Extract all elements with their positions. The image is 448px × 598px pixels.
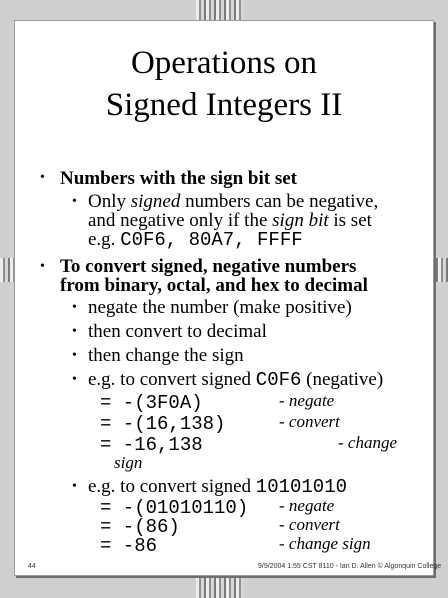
example-1-note-2: - convert — [279, 412, 340, 431]
bullet-2-line-1: To convert signed, negative numbers — [60, 256, 357, 277]
example-2-note-3: - change sign — [279, 534, 371, 553]
bullet-1: Numbers with the sign bit set — [60, 168, 297, 189]
example-2: e.g. to convert signed 10101010 — [88, 476, 348, 498]
title-line-1: Operations on — [130, 45, 318, 81]
example-2-note-2: - convert — [279, 515, 340, 534]
example-2-step-1: = -(01010110) — [100, 497, 249, 519]
example-1-step-3: = -16,138 — [100, 434, 203, 456]
example-2-step-3: = -86 — [100, 535, 158, 557]
slide-title — [0, 42, 448, 126]
bullet-dot: • — [72, 348, 77, 363]
bullet-dot: • — [40, 170, 45, 185]
example-1-note-3-wrap: sign — [114, 453, 143, 472]
title-line-2: Signed Integers II — [105, 87, 343, 123]
bullet-1-sub: Only signed numbers can be negative, — [88, 191, 379, 212]
bullet-dot: • — [72, 194, 77, 209]
bullet-dot: • — [40, 259, 45, 274]
bullet-1-example: e.g. C0F6, 80A7, FFFF — [88, 229, 303, 251]
step-change-sign: then change the sign — [88, 345, 244, 366]
bottom-decoration — [196, 574, 244, 598]
bullet-dot: • — [72, 372, 77, 387]
bullet-1-sub-line2: and negative only if the sign bit is set — [88, 210, 372, 231]
example-1-step-2: = -(16,138) — [100, 413, 226, 435]
page-number: 44 — [28, 563, 36, 570]
bullet-dot: • — [72, 324, 77, 339]
example-2-step-2: = -(86) — [100, 516, 180, 538]
footer-credit: 9/9/2004 1:55 CST 8110 - Ian D. Allen © Algonquin College — [258, 563, 442, 570]
step-convert: then convert to decimal — [88, 321, 267, 342]
example-1: e.g. to convert signed C0F6 (negative) — [88, 369, 384, 391]
example-1-note-3: - change — [338, 433, 398, 452]
bullet-dot: • — [72, 479, 77, 494]
example-2-note-1: - negate — [279, 496, 335, 515]
bullet-2-line-2: from binary, octal, and hex to decimal — [60, 275, 368, 296]
example-1-step-1: = -(3F0A) — [100, 392, 203, 414]
example-1-note-1: - negate — [279, 391, 335, 410]
step-negate: negate the number (make positive) — [88, 297, 352, 318]
bullet-dot: • — [72, 300, 77, 315]
